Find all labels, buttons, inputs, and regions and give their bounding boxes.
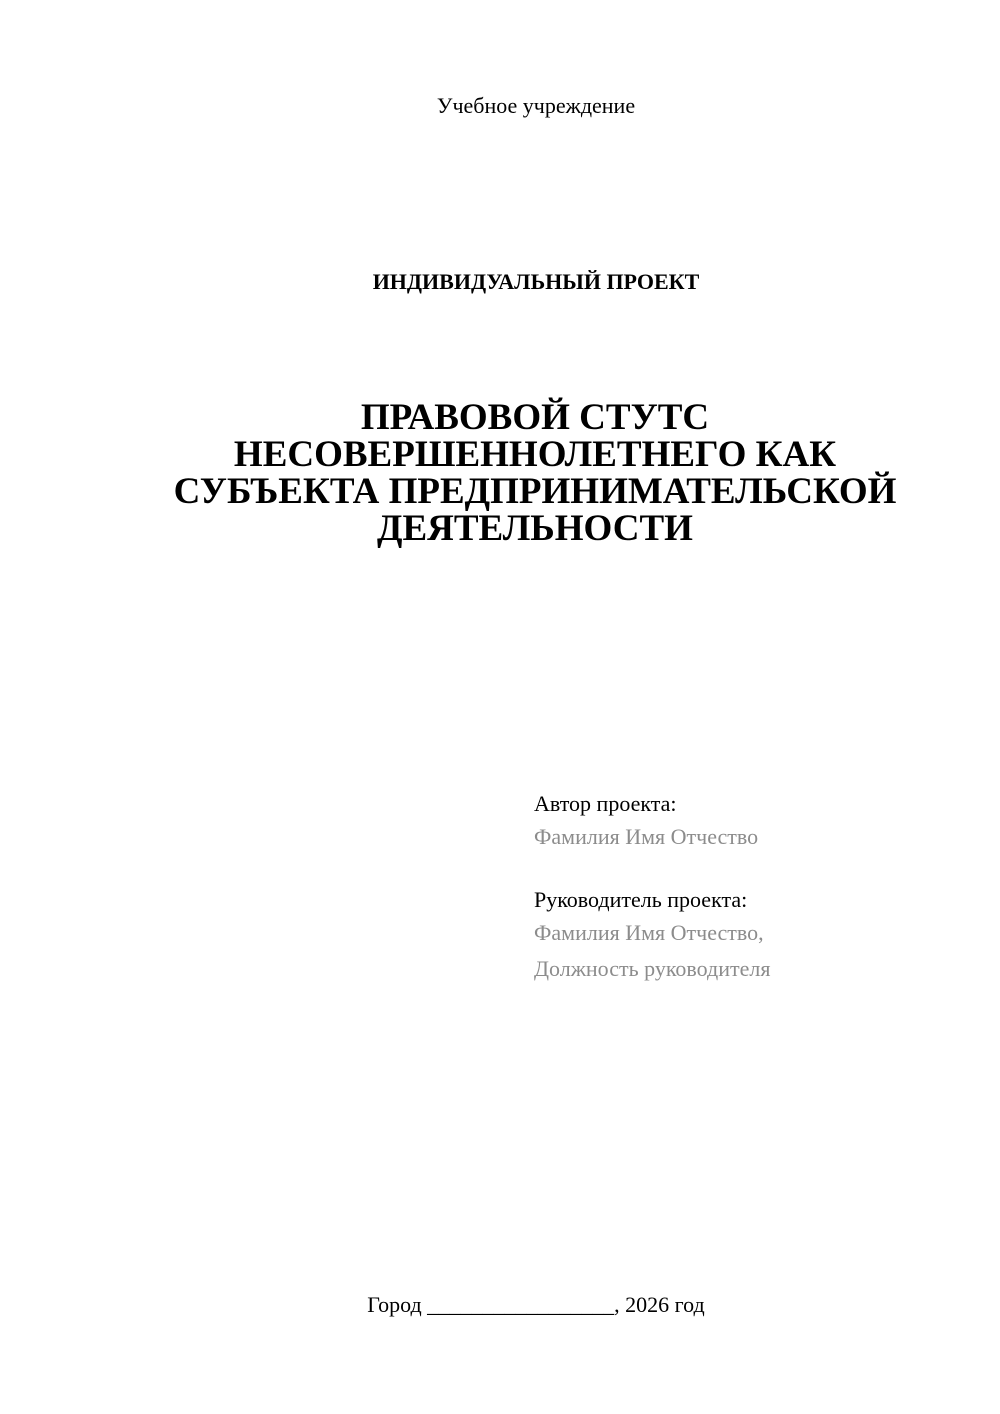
signature-block: [534, 789, 974, 987]
supervisor-name: Фамилия Имя Отчество,: [534, 920, 764, 945]
supervisor-label: Руководитель проекта:: [534, 887, 748, 912]
document-type-heading: ИНДИВИДУАЛЬНЫЙ ПРОЕКТ: [372, 269, 700, 294]
title-line: НЕСОВЕРШЕННОЛЕТНЕГО КАК: [233, 434, 837, 475]
project-title: [140, 399, 930, 547]
title-line: СУБЪЕКТА ПРЕДПРИНИМАТЕЛЬСКОЙ: [173, 471, 897, 512]
city-year-line: Город _________________, 2026 год: [367, 1292, 705, 1317]
spacer: [534, 855, 974, 885]
supervisor-position: Должность руководителя: [534, 956, 771, 981]
author-name: Фамилия Имя Отчество: [534, 824, 759, 849]
title-line: ДЕЯТЕЛЬНОСТИ: [377, 508, 693, 549]
institution-name: Учебное учреждение: [436, 93, 636, 118]
title-line: ПРАВОВОЙ СТУТС: [360, 397, 710, 438]
author-label: Автор проекта:: [534, 791, 677, 816]
